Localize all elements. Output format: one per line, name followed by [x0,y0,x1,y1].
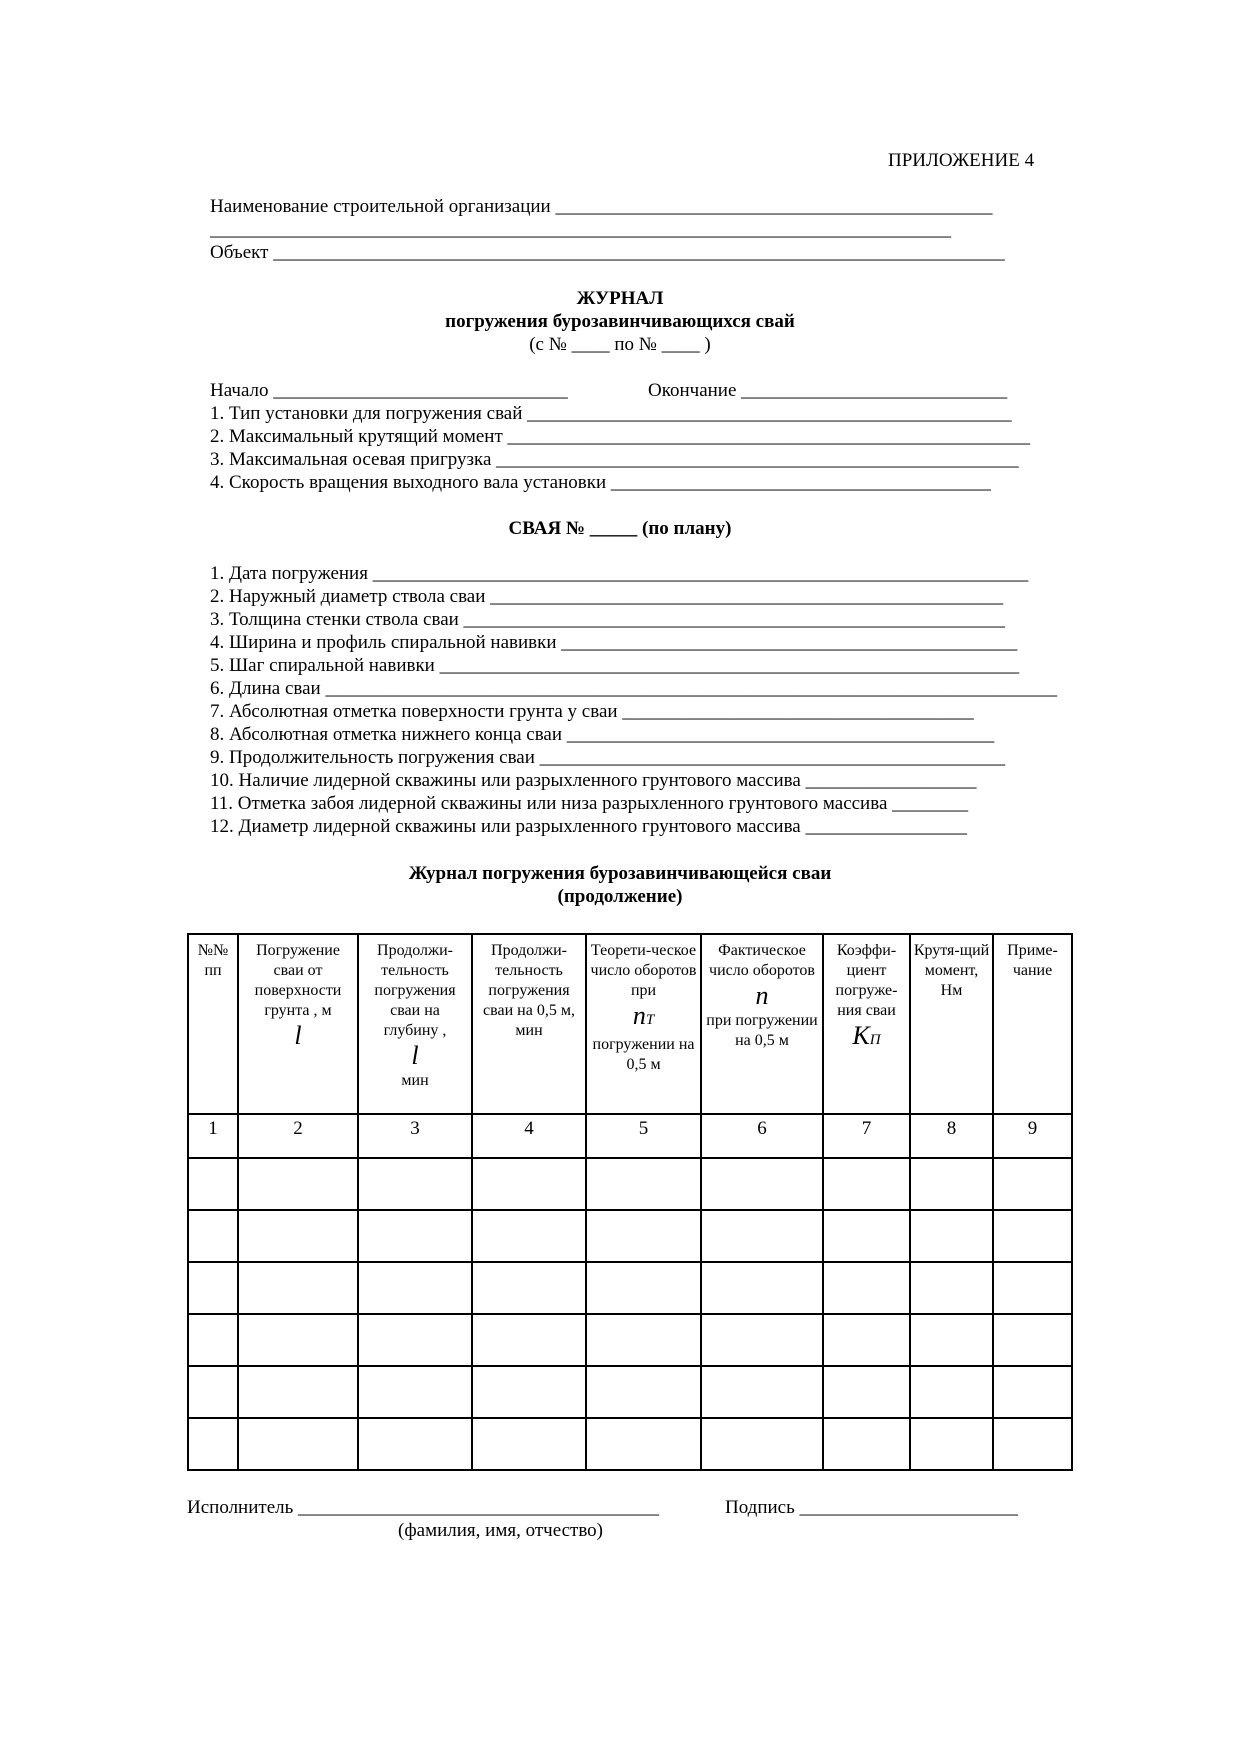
header-cell: Продолжи-тельность погружения сваи на глубину , l мин [358,934,472,1114]
header-cell: Приме-чание [993,934,1072,1114]
pile-item[interactable]: 4. Ширина и профиль спиральной навивки ________________________________________________ [210,632,1018,653]
pile-item[interactable]: 10. Наличие лидерной скважины или разрыхленного грунтового массива __________________ [210,770,977,791]
table-cell[interactable] [910,1262,993,1314]
table-cell[interactable] [188,1262,238,1314]
header-cell: Коэффи-циент погруже-ния сваи KП [823,934,910,1114]
table-title: Журнал погружения бурозавинчивающейся сваи [408,863,832,884]
pile-item[interactable]: 1. Дата погружения _____________________________________________________________________ [210,563,1029,584]
table-cell[interactable] [238,1158,358,1210]
header-cell: Крутя-щий момент, Нм [910,934,993,1114]
column-number: 9 [993,1114,1072,1158]
table-cell[interactable] [823,1418,910,1470]
table-row [188,1418,1072,1470]
table-cell[interactable] [472,1210,586,1262]
table-cell[interactable] [586,1314,701,1366]
table-row [188,1210,1072,1262]
table-cell[interactable] [188,1314,238,1366]
organization-field[interactable]: Наименование строительной организации ______________________________________________ [210,196,993,217]
table-cell[interactable] [188,1366,238,1418]
pile-item[interactable]: 8. Абсолютная отметка нижнего конца сваи _____________________________________________ [210,724,995,745]
journal-number-range[interactable]: (с № ____ по № ____ ) [529,334,711,355]
table-cell[interactable] [823,1314,910,1366]
table-cell[interactable] [586,1262,701,1314]
table-cell[interactable] [358,1418,472,1470]
table-cell[interactable] [586,1366,701,1418]
table-cell[interactable] [910,1158,993,1210]
table-cell[interactable] [701,1210,823,1262]
table-cell[interactable] [586,1210,701,1262]
pile-item[interactable]: 12. Диаметр лидерной скважины или разрыхленного грунтового массива _________________ [210,816,967,837]
table-cell[interactable] [701,1262,823,1314]
signature-field[interactable]: Подпись _______________________ [725,1497,1019,1518]
install-item[interactable]: 3. Максимальная осевая пригрузка _______________________________________________________ [210,449,1019,470]
appendix-label: ПРИЛОЖЕНИЕ 4 [888,150,1035,171]
end-field[interactable]: Окончание ____________________________ [648,380,1008,401]
table-header-row [188,934,1072,1114]
organization-field-continuation[interactable]: ______________________________________________________________________________ [210,219,951,240]
object-field[interactable]: Объект _____________________________________________________________________________ [210,242,1005,263]
table-cell[interactable] [701,1418,823,1470]
table-cell[interactable] [238,1210,358,1262]
table-cell[interactable] [823,1210,910,1262]
pile-item[interactable]: 9. Продолжительность погружения сваи _________________________________________________ [210,747,1006,768]
start-field[interactable]: Начало _______________________________ [210,380,568,401]
table-cell[interactable] [993,1158,1072,1210]
journal-subtitle: погружения бурозавинчивающихся свай [445,311,795,332]
table-cell[interactable] [586,1418,701,1470]
table-cell[interactable] [701,1366,823,1418]
table-cell[interactable] [188,1158,238,1210]
column-number: 7 [823,1114,910,1158]
table-cell[interactable] [910,1418,993,1470]
column-number: 8 [910,1114,993,1158]
table-cell[interactable] [586,1158,701,1210]
table-cell[interactable] [238,1314,358,1366]
table-cell[interactable] [472,1158,586,1210]
journal-table [187,933,1073,1471]
pile-item[interactable]: 2. Наружный диаметр ствола сваи ______________________________________________________ [210,586,1004,607]
install-item[interactable]: 4. Скорость вращения выходного вала установки ________________________________________ [210,472,991,493]
column-number: 3 [358,1114,472,1158]
column-number-row [188,1114,1072,1158]
table-cell[interactable] [472,1418,586,1470]
table-cell[interactable] [823,1262,910,1314]
column-number: 6 [701,1114,823,1158]
table-cell[interactable] [238,1262,358,1314]
table-cell[interactable] [472,1314,586,1366]
header-cell: Фактическое число оборотов n при погружении на 0,5 м [701,934,823,1114]
table-cell[interactable] [358,1210,472,1262]
table-cell[interactable] [993,1366,1072,1418]
install-item[interactable]: 1. Тип установки для погружения свай ___________________________________________________ [210,403,1012,424]
column-number: 2 [238,1114,358,1158]
column-number: 4 [472,1114,586,1158]
executor-field[interactable]: Исполнитель ______________________________________ [187,1497,660,1518]
table-cell[interactable] [823,1366,910,1418]
table-cell[interactable] [238,1366,358,1418]
table-cell[interactable] [993,1262,1072,1314]
header-cell: Погружение сваи от поверхности грунта , м l [238,934,358,1114]
journal-title: ЖУРНАЛ [576,288,664,309]
table-cell[interactable] [910,1366,993,1418]
install-item[interactable]: 2. Максимальный крутящий момент _______________________________________________________ [210,426,1031,447]
table-cell[interactable] [472,1262,586,1314]
table-cell[interactable] [910,1210,993,1262]
table-cell[interactable] [993,1314,1072,1366]
table-cell[interactable] [701,1314,823,1366]
table-subtitle: (продолжение) [557,886,683,907]
pile-item[interactable]: 3. Толщина стенки ствола сваи _________________________________________________________ [210,609,1006,630]
table-cell[interactable] [993,1210,1072,1262]
table-cell[interactable] [993,1418,1072,1470]
table-cell[interactable] [472,1366,586,1418]
table-cell[interactable] [188,1418,238,1470]
table-row [188,1314,1072,1366]
table-cell[interactable] [358,1158,472,1210]
executor-caption: (фамилия, имя, отчество) [398,1520,604,1541]
pile-item[interactable]: 6. Длина сваи _____________________________________________________________________________ [210,678,1057,699]
column-number: 1 [188,1114,238,1158]
table-cell[interactable] [188,1210,238,1262]
header-cell: №№ пп [188,934,238,1114]
pile-title: СВАЯ № _____ (по плану) [508,518,732,539]
header-cell: Теорети-ческое число оборотов при nT погружении на 0,5 м [586,934,701,1114]
column-number: 5 [586,1114,701,1158]
table-cell[interactable] [358,1314,472,1366]
table-cell[interactable] [910,1314,993,1366]
header-cell: Продолжи-тельность погружения сваи на 0,5 м, мин [472,934,586,1114]
table-cell[interactable] [701,1158,823,1210]
table-row [188,1262,1072,1314]
table-cell[interactable] [238,1418,358,1470]
blank-rows [188,1158,1072,1470]
table-cell[interactable] [823,1158,910,1210]
table-cell[interactable] [358,1366,472,1418]
pile-item[interactable]: 11. Отметка забоя лидерной скважины или низа разрыхленного грунтового массива ________ [210,793,969,814]
pile-item[interactable]: 7. Абсолютная отметка поверхности грунта у сваи _____________________________________ [210,701,974,722]
table-row [188,1158,1072,1210]
table-row [188,1366,1072,1418]
pile-item[interactable]: 5. Шаг спиральной навивки _____________________________________________________________ [210,655,1020,676]
table-cell[interactable] [358,1262,472,1314]
